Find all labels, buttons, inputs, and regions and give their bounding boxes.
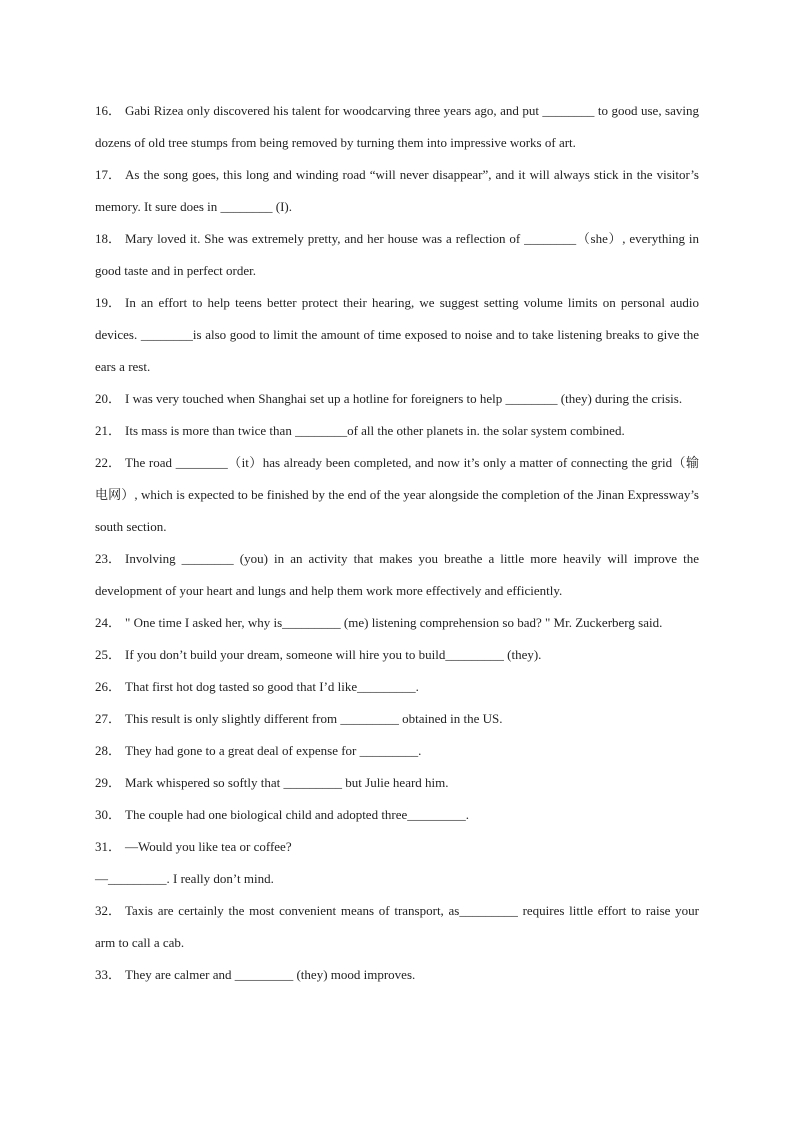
question-number: 19．: [95, 295, 122, 310]
question-text: Taxis are certainly the most convenient means of transport, as_________ requires little effort to raise your arm to call a cab.: [95, 903, 699, 950]
question-text: I was very touched when Shanghai set up a hotline for foreigners to help ________ (they) during the crisis.: [125, 391, 683, 406]
question-22: [95, 447, 699, 543]
question-number: 18．: [95, 231, 122, 246]
question-text: They had gone to a great deal of expense for _________.: [125, 743, 422, 758]
question-text: Mark whispered so softly that _________ but Julie heard him.: [125, 775, 449, 790]
question-number: 21．: [95, 423, 122, 438]
question-text: Involving ________ (you) in an activity that makes you breathe a little more heavily will improve the development of your heart and lungs and help them work more effectively and efficiently.: [95, 551, 699, 598]
question-text: —Would you like tea or coffee?: [125, 839, 292, 854]
question-number: 32．: [95, 903, 122, 918]
question-number: 17．: [95, 167, 122, 182]
question-number: 20．: [95, 391, 122, 406]
question-30: [95, 799, 699, 831]
question-text: " One time I asked her, why is_________ (me) listening comprehension so bad? " Mr. Zuckerberg said.: [125, 615, 663, 630]
question-number: 22．: [95, 455, 122, 470]
question-text: They are calmer and _________ (they) mood improves.: [125, 967, 416, 982]
question-16: [95, 95, 699, 159]
question-number: 23．: [95, 551, 122, 566]
exercise-page: [95, 95, 699, 991]
question-number: 25．: [95, 647, 122, 662]
question-text: —_________. I really don’t mind.: [95, 871, 274, 886]
question-number: 27．: [95, 711, 122, 726]
question-18: [95, 223, 699, 287]
question-29: [95, 767, 699, 799]
question-number: 24．: [95, 615, 122, 630]
question-text: This result is only slightly different from _________ obtained in the US.: [125, 711, 503, 726]
question-24: [95, 607, 699, 639]
question-text: The couple had one biological child and adopted three_________.: [125, 807, 470, 822]
question-number: 30．: [95, 807, 122, 822]
question-19: [95, 287, 699, 383]
question-27: [95, 703, 699, 735]
question-33: [95, 959, 699, 991]
question-21: [95, 415, 699, 447]
question-17: [95, 159, 699, 223]
question-number: 31．: [95, 839, 122, 854]
question-text: That first hot dog tasted so good that I’d like_________.: [125, 679, 419, 694]
question-28: [95, 735, 699, 767]
question-number: 26．: [95, 679, 122, 694]
question-text: Gabi Rizea only discovered his talent for woodcarving three years ago, and put ________ to good use, saving dozens of old tree stumps from being removed by turning them into impressive works of art.: [95, 103, 699, 150]
question-text: The road ________（it）has already been completed, and now it’s only a matter of connecting the grid（输电网）, which is expected to be finished by the end of the year alongside the completion of the Jinan Expressway’s south section.: [95, 455, 699, 534]
question-number: 29．: [95, 775, 122, 790]
question-20: [95, 383, 699, 415]
question-32: [95, 895, 699, 959]
question-text: Mary loved it. She was extremely pretty, and her house was a reflection of ________（she）, everything in good taste and in perfect order.: [95, 231, 699, 278]
question-text: In an effort to help teens better protect their hearing, we suggest setting volume limits on personal audio devices. ________is also good to limit the amount of time exposed to noise and to take listening breaks to give the ears a rest.: [95, 295, 699, 374]
question-number: 28．: [95, 743, 122, 758]
question-23: [95, 543, 699, 607]
question-number: 16．: [95, 103, 122, 118]
question-26: [95, 671, 699, 703]
question-31: [95, 831, 699, 863]
question-text: Its mass is more than twice than ________of all the other planets in. the solar system combined.: [125, 423, 625, 438]
question-25: [95, 639, 699, 671]
question-text: As the song goes, this long and winding road “will never disappear”, and it will always stick in the visitor’s memory. It sure does in ________ (I).: [95, 167, 699, 214]
question-31-reply: [95, 863, 699, 895]
question-number: 33．: [95, 967, 122, 982]
question-text: If you don’t build your dream, someone will hire you to build_________ (they).: [125, 647, 542, 662]
